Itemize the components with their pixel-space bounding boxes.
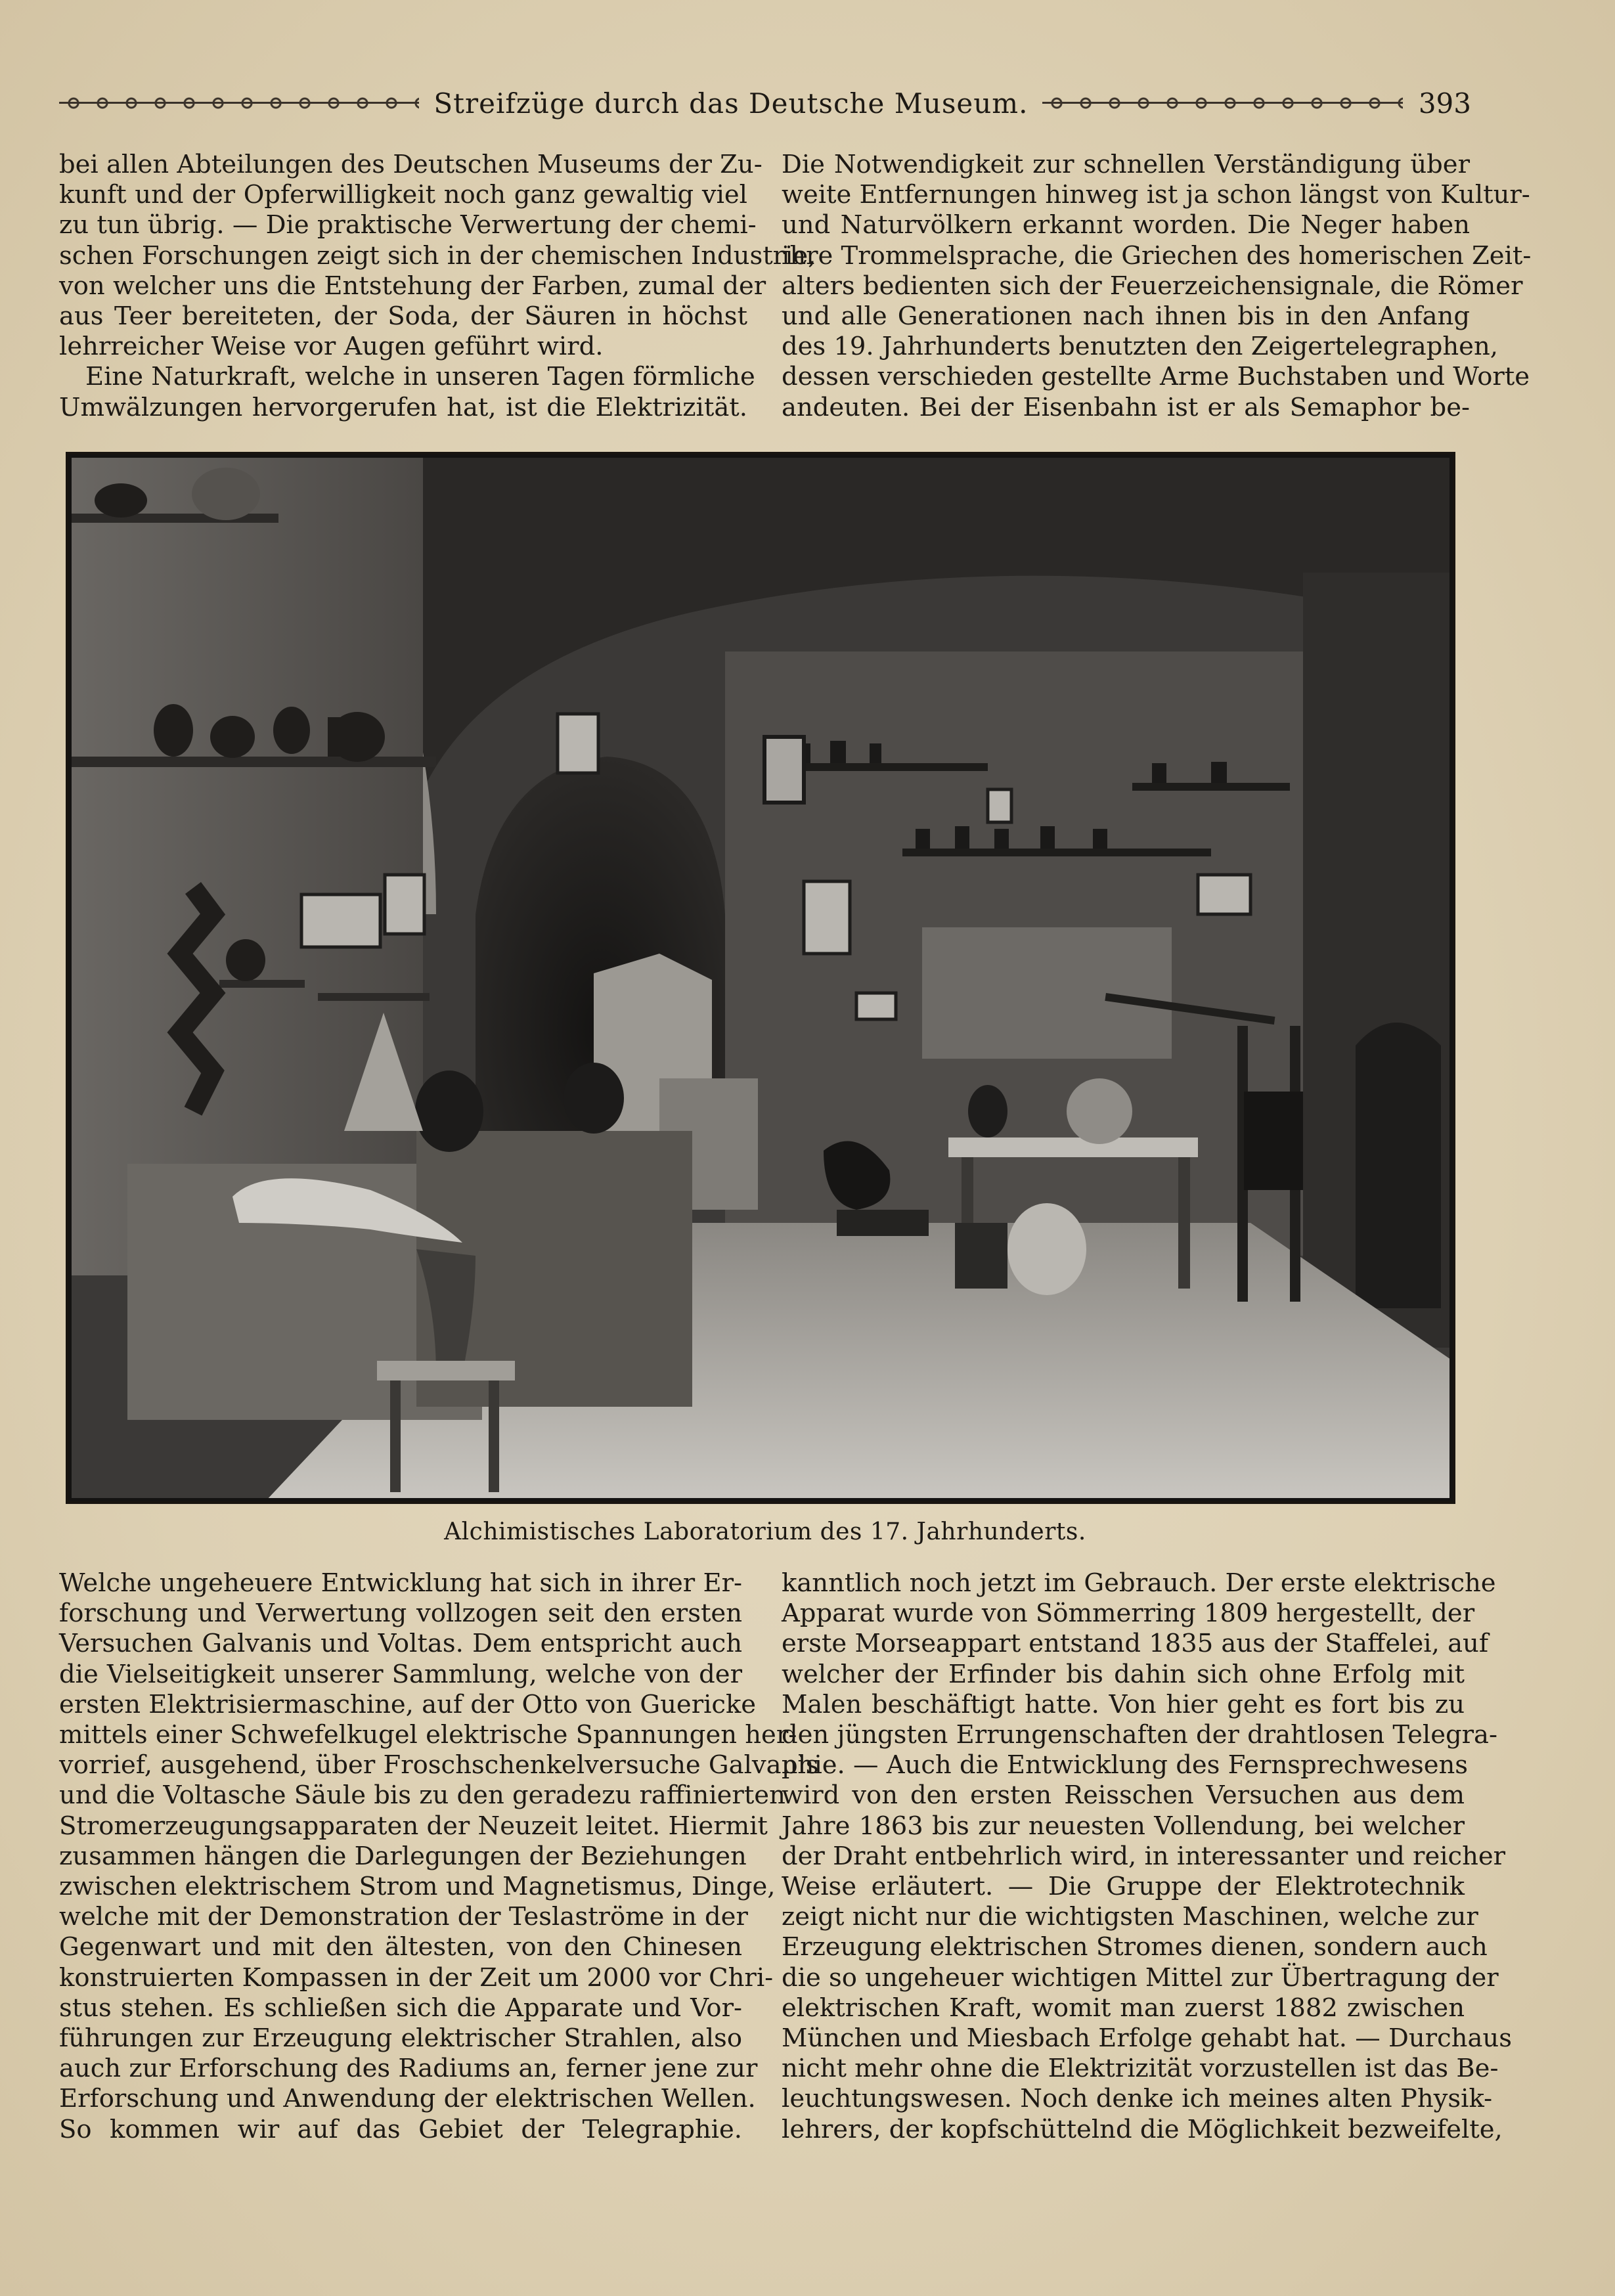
text-line: und Naturvölkern erkannt worden. Die Neger haben (782, 210, 1470, 240)
text-line: führungen zur Erzeugung elektrischer Strahlen, also (59, 2023, 742, 2054)
text-line: schen Forschungen zeigt sich in der chemischen Industrie, (59, 240, 816, 271)
text-line: elektrischen Kraft, womit man zuerst 1882 zwischen (782, 1993, 1465, 2023)
text-line: stus stehen. Es schließen sich die Apparate und Vor- (59, 1993, 742, 2023)
text-line: zeigt nicht nur die wichtigsten Maschinen, welche zur (782, 1902, 1478, 1932)
text-line: Jahre 1863 bis zur neuesten Vollendung, bei welcher (782, 1811, 1465, 1841)
text-line: ersten Elektrisiermaschine, auf der Otto von Guericke (59, 1689, 757, 1719)
photo-illustration (68, 454, 1453, 1501)
text-line: kanntlich noch jetzt im Gebrauch. Der erste elektrische (782, 1568, 1496, 1598)
text-line: leuchtungswesen. Noch denke ich meines alten Physik- (782, 2084, 1493, 2114)
text-line: mittels einer Schwefelkugel elektrische Spannungen her- (59, 1720, 797, 1750)
text-line: welche mit der Demonstration der Teslaströme in der (59, 1902, 748, 1932)
text-line: So kommen wir auf das Gebiet der Telegraphie. (59, 2114, 742, 2144)
text-line: den jüngsten Errungenschaften der drahtlosen Telegra- (782, 1720, 1498, 1750)
text-line: bei allen Abteilungen des Deutschen Museums der Zu- (59, 150, 763, 179)
text-line: der Draht entbehrlich wird, in interessanter und reicher (782, 1841, 1506, 1871)
text-line: lehrers, der kopfschüttelnd die Möglichkeit bezweifelte, (782, 2114, 1503, 2144)
text-line: Welche ungeheuere Entwicklung hat sich in ihrer Er- (59, 1568, 742, 1598)
alchemy-laboratory-photo (66, 452, 1455, 1504)
text-line: Eine Naturkraft, welche in unseren Tagen förmliche (85, 362, 755, 392)
text-line: dessen verschieden gestellte Arme Buchstaben und Worte (782, 362, 1530, 392)
text-line: Die Notwendigkeit zur schnellen Verständigung über (782, 150, 1470, 179)
text-line: Erzeugung elektrischen Stromes dienen, sondern auch (782, 1932, 1488, 1962)
text-line: zusammen hängen die Darlegungen der Beziehungen (59, 1841, 747, 1871)
text-line: die so ungeheuer wichtigen Mittel zur Übertragung der (782, 1962, 1499, 1993)
text-line: weite Entfernungen hinweg ist ja schon längst von Kultur- (782, 180, 1530, 210)
text-line: lehrreicher Weise vor Augen geführt wird. (59, 332, 604, 362)
text-line: Versuchen Galvanis und Voltas. Dem entspricht auch (59, 1629, 742, 1659)
text-line: zu tun übrig. — Die praktische Verwertung der chemi- (59, 210, 757, 240)
text-line: ihre Trommelsprache, die Griechen des homerischen Zeit- (782, 240, 1532, 271)
text-line: konstruierten Kompassen in der Zeit um 2000 vor Chri- (59, 1962, 774, 1993)
text-line: von welcher uns die Entstehung der Farben, zumal der (59, 271, 766, 301)
text-line: kunft und der Opferwilligkeit noch ganz gewaltig viel (59, 180, 747, 210)
header-ornament-right (1042, 94, 1402, 112)
text-line: phie. — Auch die Entwicklung des Fernsprechwesens (782, 1750, 1469, 1780)
text-line: Gegenwart und mit den ältesten, von den Chinesen (59, 1932, 742, 1962)
text-line: alters bedienten sich der Feuerzeichensignale, die Römer (782, 271, 1523, 301)
column-bottom-right (782, 1568, 1512, 2145)
column-bottom-left (59, 1568, 819, 2145)
text-line: Stromerzeugungsapparaten der Neuzeit leitet. Hiermit (59, 1811, 768, 1841)
text-line: und alle Generationen nach ihnen bis in den Anfang (782, 301, 1470, 332)
text-line: auch zur Erforschung des Radiums an, ferner jene zur (59, 2054, 758, 2084)
text-line: und die Voltasche Säule bis zu den geradezu raffinierten (59, 1780, 785, 1811)
text-line: aus Teer bereiteten, der Soda, der Säuren in höchst (59, 301, 747, 332)
text-line: forschung und Verwertung vollzogen seit den ersten (59, 1599, 742, 1629)
text-line: Umwälzungen hervorgerufen hat, ist die Elektrizität. (59, 392, 747, 422)
text-line: nicht mehr ohne die Elektrizität vorzustellen ist das Be- (782, 2054, 1499, 2084)
figure-caption: Alchimistisches Laboratorium des 17. Jahrhunderts. (444, 1518, 1086, 1545)
text-line: Weise erläutert. — Die Gruppe der Elektrotechnik (782, 1872, 1465, 1902)
text-line: München und Miesbach Erfolge gehabt hat. — Durchaus (782, 2023, 1512, 2054)
header-ornament-left (59, 94, 419, 112)
text-line: des 19. Jahrhunderts benutzten den Zeigertelegraphen, (782, 332, 1498, 362)
text-line: Apparat wurde von Sömmerring 1809 hergestellt, der (782, 1599, 1475, 1629)
column-top-right (782, 150, 1532, 423)
text-line: vorrief, ausgehend, über Froschschenkelversuche Galvanis (59, 1750, 819, 1780)
text-line: Erforschung und Anwendung der elektrischen Wellen. (59, 2084, 756, 2114)
running-header (59, 80, 1471, 126)
text-line: die Vielseitigkeit unserer Sammlung, welche von der (59, 1659, 742, 1689)
text-line: Malen beschäftigt hatte. Von hier geht es fort bis zu (782, 1689, 1465, 1719)
header-title: Streifzüge durch das Deutsche Museum. (433, 87, 1029, 120)
column-top-left (59, 150, 816, 423)
text-line: welcher der Erfinder bis dahin sich ohne Erfolg mit (782, 1659, 1465, 1689)
text-line: wird von den ersten Reisschen Versuchen aus dem (782, 1780, 1465, 1811)
text-line: andeuten. Bei der Eisenbahn ist er als Semaphor be- (782, 392, 1470, 422)
page-number: 393 (1418, 87, 1471, 120)
text-line: zwischen elektrischem Strom und Magnetismus, Dinge, (59, 1872, 776, 1902)
text-line: erste Morseappart entstand 1835 aus der Staffelei, auf (782, 1629, 1489, 1659)
